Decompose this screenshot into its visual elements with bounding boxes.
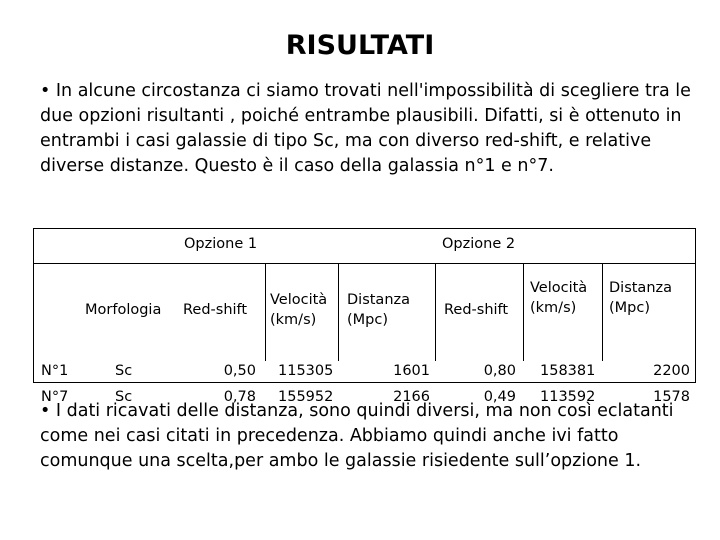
column-divider: [338, 263, 339, 361]
distance-option2: 1578: [653, 389, 690, 405]
distanza1-unit: (Mpc): [347, 312, 389, 328]
velocita2-header: Velocità: [530, 280, 588, 296]
column-divider: [602, 263, 603, 361]
distance-option1: 1601: [393, 363, 430, 379]
distanza1-header: Distanza: [347, 292, 411, 308]
redshift-option2: 0,80: [483, 363, 516, 379]
velocity-option2: 158381: [540, 363, 596, 379]
option2-header: Opzione 2: [442, 236, 516, 252]
column-divider: [435, 263, 436, 361]
conclusion-paragraph: • I dati ricavati delle distanza, sono quindi diversi, ma non così eclatanti come nei casi citati in precedenza. Abbiamo quindi anche ivi fatto comunque una scelta,per ambo le galassie risiedente sull’opzione 1.: [40, 401, 674, 471]
results-table: [33, 228, 696, 405]
intro-paragraph: • In alcune circostanza ci siamo trovati nell'impossibilità di scegliere tra le due opzioni risultanti , poiché entrambe plausibili. Difatti, si è ottenuto in entrambi i casi galassie di tipo Sc, ma con diverso red-shift, e relative diverse distanze. Questo è il caso della galassia n°1 e n°7.: [40, 81, 691, 176]
velocity-option2: 113592: [540, 389, 596, 405]
redshift-option1: 0,50: [223, 363, 256, 379]
slide-title: RISULTATI: [285, 30, 435, 61]
redshift1-header: Red-shift: [183, 302, 248, 318]
galaxy-morphology: Sc: [115, 389, 133, 405]
distance-option1: 2166: [393, 389, 430, 405]
galaxy-id: N°7: [41, 389, 69, 405]
header-divider: [34, 263, 695, 264]
column-divider: [265, 263, 266, 361]
velocity-option1: 155952: [278, 389, 334, 405]
galaxy-id: N°1: [41, 363, 69, 379]
galaxy-morphology: Sc: [115, 363, 133, 379]
option1-header: Opzione 1: [184, 236, 258, 252]
column-divider: [523, 263, 524, 361]
morfologia-header: Morfologia: [85, 302, 162, 318]
redshift-option1: 0,78: [223, 389, 256, 405]
redshift-option2: 0,49: [483, 389, 516, 405]
distanza2-header: Distanza: [609, 280, 673, 296]
velocita2-unit: (km/s): [530, 300, 577, 316]
distanza2-unit: (Mpc): [609, 300, 651, 316]
distance-option2: 2200: [653, 363, 690, 379]
redshift2-header: Red-shift: [444, 302, 509, 318]
velocity-option1: 115305: [278, 363, 334, 379]
velocita1-unit: (km/s): [270, 312, 317, 328]
velocita1-header: Velocità: [270, 292, 328, 308]
